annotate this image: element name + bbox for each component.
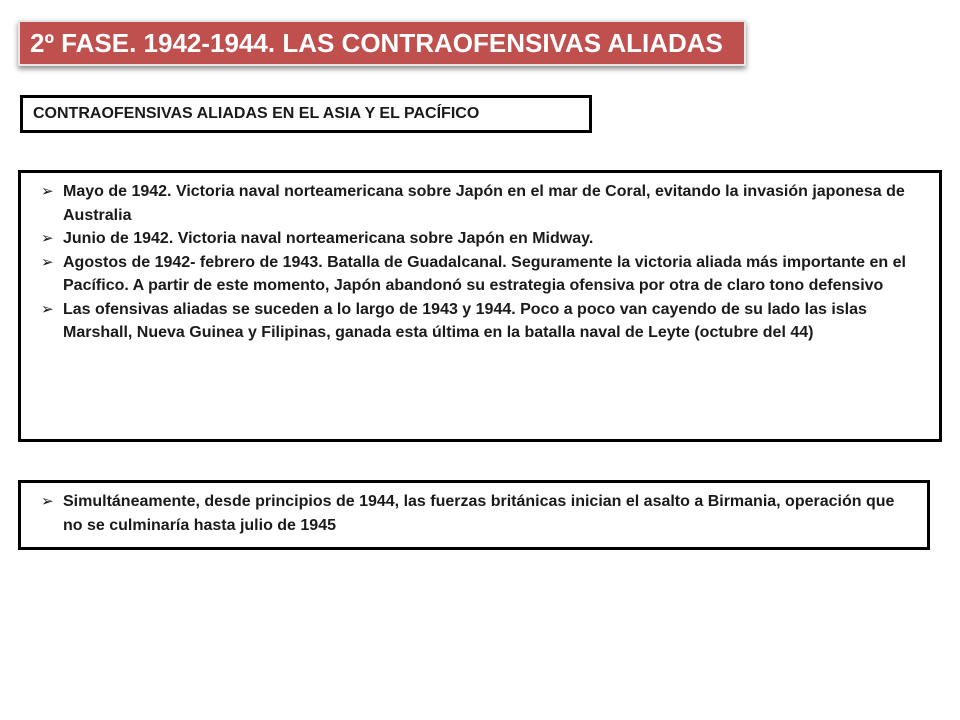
list-item: [41, 251, 929, 298]
arrowhead-bullet-icon: ➢: [41, 300, 54, 318]
section-heading-box: [20, 95, 592, 133]
slide-title-banner: [18, 20, 746, 66]
section-heading: CONTRAOFENSIVAS ALIADAS EN EL ASIA Y EL PACÍFICO: [33, 105, 480, 122]
list-item-text: Las ofensivas aliadas se suceden a lo largo de 1943 y 1944. Poco a poco van cayendo de su lado las islas Marshall, Nueva Guinea y Filipinas, ganada esta última en la batalla naval de Leyte (octubre del 44): [63, 300, 867, 341]
arrowhead-bullet-icon: ➢: [41, 230, 54, 247]
burma-offensive-box: [18, 480, 930, 550]
burma-offensive-list: [41, 490, 917, 537]
arrowhead-bullet-icon: ➢: [41, 253, 54, 271]
slide-title: 2º FASE. 1942-1944. LAS CONTRAOFENSIVAS ALIADAS: [30, 28, 723, 58]
list-item-text: Mayo de 1942. Victoria naval norteamericana sobre Japón en el mar de Coral, evitando la invasión japonesa de Australia: [63, 183, 905, 224]
list-item-text: Junio de 1942. Victoria naval norteamericana sobre Japón en Midway.: [63, 230, 594, 247]
list-item: [41, 490, 917, 537]
list-item-text: Simultáneamente, desde principios de 1944, las fuerzas británicas inician el asalto a Birmania, operación que no se culminaría hasta julio de 1945: [63, 493, 895, 534]
list-item: [41, 298, 929, 345]
list-item-text: Agostos de 1942- febrero de 1943. Batalla de Guadalcanal. Seguramente la victoria aliada más importante en el Pacífico. A partir de este momento, Japón abandonó su estrategia ofensiva por otra de claro tono defensivo: [63, 253, 906, 294]
pacific-offensives-box: [18, 170, 942, 442]
arrowhead-bullet-icon: ➢: [41, 493, 54, 510]
arrowhead-bullet-icon: ➢: [41, 183, 54, 200]
pacific-offensives-list: [41, 180, 929, 345]
list-item: [41, 227, 929, 251]
list-item: [41, 180, 929, 227]
